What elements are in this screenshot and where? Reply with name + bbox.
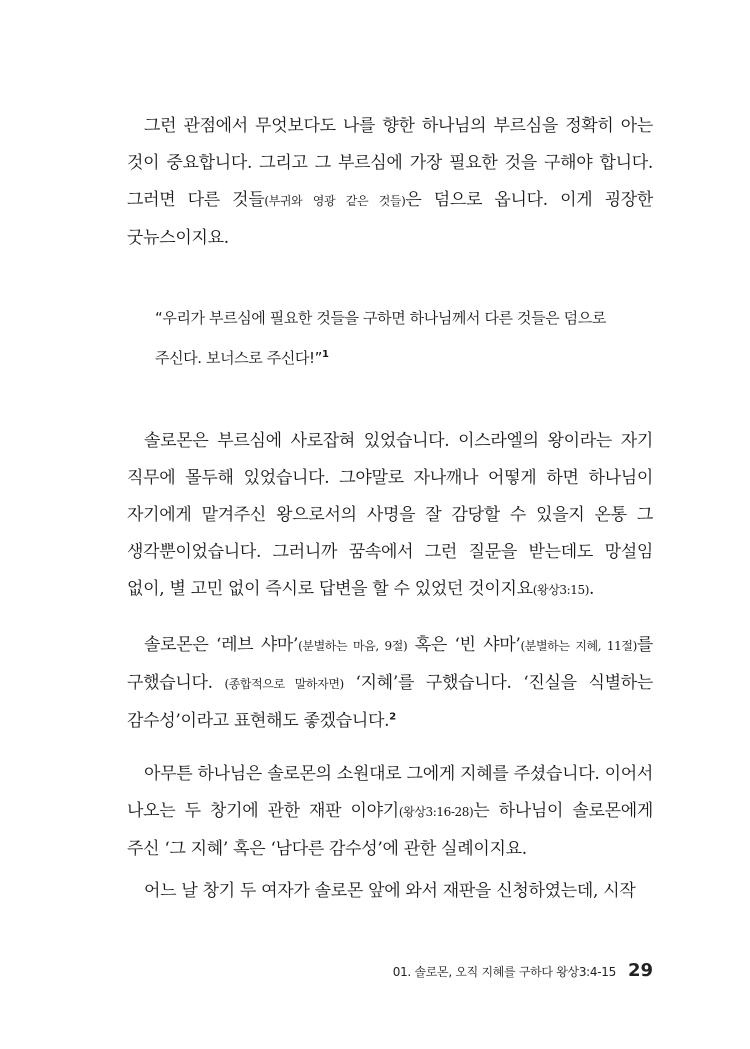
paragraph-3-text-d: ‘지혜’를 구했습니다. ‘진실을 식별하는 감수성’이라고 표현해도 좋겠습니다. — [127, 673, 653, 731]
page-number: 29 — [627, 960, 653, 981]
paragraph-4-text-b: 는 하나님이 솔로몬에게 주신 ‘그 지혜’ 혹은 ‘남다른 감수성’에 관한 실례이지요. — [127, 801, 653, 859]
paragraph-1-text: 그런 관점에서 무엇보다도 나를 향한 하나님의 부르심을 정확히 아는 것이 중요합니다. 그리고 그 부르심에 가장 필요한 것을 구해야 합니다. 그러면 다른 것들 — [127, 116, 653, 210]
block-quote-text: “우리가 부르심에 필요한 것들을 구하면 하나님께서 다른 것들은 덤으로 주신다. 보너스로 주신다!” — [155, 309, 606, 367]
paragraph-3-text-c: 를 구했습니다. — [127, 635, 653, 693]
paragraph-1-end: 은 덤으로 옵니다. 이게 굉장한 굿뉴스이지요. — [127, 190, 653, 248]
paragraph-3-text-b: 혹은 ‘빈 샤마’ — [407, 635, 521, 655]
footnote-marker-2: 2 — [389, 711, 396, 723]
paragraph-4-text-a: 아무튼 하나님은 솔로몬의 소원대로 그에게 지혜를 주셨습니다. 이어서 나오는 두 창기에 관한 재판 이야기 — [127, 764, 653, 821]
page-footer — [393, 960, 653, 981]
paragraph-2-end: . — [589, 579, 595, 599]
paragraph-2-text: 솔로몬은 부르심에 사로잡혀 있었습니다. 이스라엘의 왕이라는 자기 직무에 몰두해 있었습니다. 그야말로 자나깨나 어떻게 하면 하나님이 자기에게 맡겨주신 왕으로서의 사명을 잘 감당할 수 있을지 온통 그 생각뿐이었습니다. 그러니까 꿈속에서 그런 질문을 받는데도 망설임 없이, 별 고민 없이 즉시로 답변을 할 수 있었던 것이지요 — [127, 431, 653, 599]
paragraph-4-reference: (왕상3:16-28) — [398, 805, 474, 819]
chapter-title: 01. 솔로몬, 오직 지혜를 구하다 왕상3:4-15 — [392, 965, 616, 979]
paragraph-2-reference: (왕상3:15) — [532, 583, 590, 597]
paragraph-5 — [127, 873, 653, 910]
paragraph-5-text: 어느 날 창기 두 여자가 솔로몬 앞에 와서 재판을 신청하였는데, 시작 — [144, 881, 636, 901]
paragraph-2 — [127, 423, 653, 609]
paragraph-1 — [127, 108, 653, 257]
paragraph-3 — [127, 627, 653, 740]
paragraph-1-aside: (부귀와 영광 같은 것들) — [264, 194, 406, 208]
paragraph-3-text-a: 솔로몬은 ‘레브 샤마’ — [144, 635, 299, 655]
block-quote — [155, 298, 635, 378]
paragraph-3-aside-1: (분별하는 마음, 9절) — [298, 639, 408, 653]
paragraph-3-aside-3: (종합적으로 말하자면) — [224, 677, 344, 691]
paragraph-3-aside-2: (분별하는 지혜, 11절) — [520, 639, 637, 653]
paragraph-4 — [127, 756, 653, 868]
footnote-marker-1: 1 — [322, 349, 329, 360]
